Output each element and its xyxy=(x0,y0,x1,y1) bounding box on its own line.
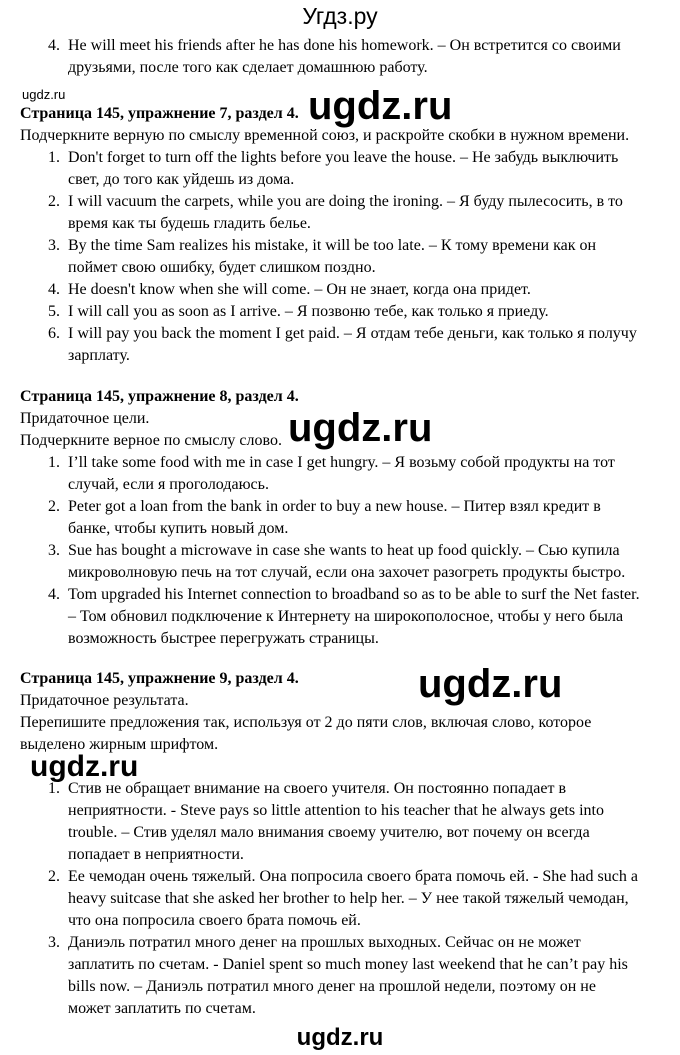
item-number: 2. xyxy=(48,498,60,515)
item-line: неприятности. - Steve pays so little attention to his teacher that he always gets into xyxy=(68,802,604,819)
watermark: ugdz.ru xyxy=(308,84,453,128)
item-line: He will meet his friends after he has done his homework. – Он встретится со своими xyxy=(68,37,621,54)
item-number: 2. xyxy=(48,868,60,885)
item-line: зарплату. xyxy=(68,347,130,364)
item-line: I will call you as soon as I arrive. – Я позвоню тебе, как только я приеду. xyxy=(68,303,549,320)
item-line: поймет свою ошибку, будет слишком поздно. xyxy=(68,259,376,276)
site-footer: ugdz.ru xyxy=(296,1024,384,1051)
item-number: 4. xyxy=(48,586,60,603)
ex9-heading: Страница 145, упражнение 9, раздел 4. xyxy=(20,670,299,687)
item-line: попадает в неприятности. xyxy=(68,846,244,863)
item-line: заплатить по счетам. - Daniel spent so much money last weekend that he can’t pay his xyxy=(68,956,628,973)
item-number: 3. xyxy=(48,237,60,254)
ex9-instruction-line: выделено жирным шрифтом. xyxy=(20,736,219,753)
item-number: 3. xyxy=(48,934,60,951)
item-line: микроволновую печь на тот случай, если она захочет разогреть продукты быстро. xyxy=(68,564,626,581)
item-line: Стив не обращает внимание на своего учителя. Он постоянно попадает в xyxy=(68,780,566,797)
item-number: 3. xyxy=(48,542,60,559)
item-line: время как ты будешь гладить белье. xyxy=(68,215,311,232)
item-line: свет, до того как уйдешь из дома. xyxy=(68,171,295,188)
item-line: Ее чемодан очень тяжелый. Она попросила своего брата помочь ей. - She had such a xyxy=(68,868,638,885)
watermark-small: ugdz.ru xyxy=(22,87,66,102)
item-line: случай, если я проголодаюсь. xyxy=(68,476,269,493)
item-line: – Том обновил подключение к Интернету на широкополосное, чтобы у него была xyxy=(68,608,624,625)
item-line: I’ll take some food with me in case I get hungry. – Я возьму собой продукты на тот xyxy=(68,454,615,471)
item-number: 1. xyxy=(48,454,60,471)
ex8-subtitle: Придаточное цели. xyxy=(20,410,150,427)
item-line: heavy suitcase that she asked her brother to help her. – У нее такой тяжелый чемодан, xyxy=(68,890,629,907)
item-number: 6. xyxy=(48,325,60,342)
item-number: 4. xyxy=(48,37,60,54)
item-line: Sue has bought a microwave in case she wants to heat up food quickly. – Сью купила xyxy=(68,542,620,559)
item-line: Даниэль потратил много денег на прошлых выходных. Сейчас он не может xyxy=(68,934,581,951)
item-line: Peter got a loan from the bank in order to buy a new house. – Питер взял кредит в xyxy=(68,498,601,515)
watermark: ugdz.ru xyxy=(418,662,563,706)
site-header: Угдз.ру xyxy=(302,3,378,29)
ex7-heading: Страница 145, упражнение 7, раздел 4. xyxy=(20,105,299,122)
item-number: 2. xyxy=(48,193,60,210)
ex9-instruction-line: Перепишите предложения так, используя от 2 до пяти слов, включая слово, которое xyxy=(20,714,592,731)
ex8-instruction: Подчеркните верное по смыслу слово. xyxy=(20,432,282,449)
item-number: 4. xyxy=(48,281,60,298)
item-line: банке, чтобы купить новый дом. xyxy=(68,520,289,537)
watermark: ugdz.ru xyxy=(30,750,139,783)
item-number: 5. xyxy=(48,303,60,320)
item-line: By the time Sam realizes his mistake, it will be too late. – К тому времени как он xyxy=(68,237,597,254)
item-line: bills now. – Даниэль потратил много денег на прошлой недели, поэтому он не xyxy=(68,978,596,995)
ex7-instruction: Подчеркните верную по смыслу временной союз, и раскройте скобки в нужном времени. xyxy=(20,127,630,144)
item-line: trouble. – Стив уделял мало внимания своему учителю, вот почему он всегда xyxy=(68,824,590,841)
item-number: 1. xyxy=(48,149,60,166)
item-number: 1. xyxy=(48,780,60,797)
item-line: Don't forget to turn off the lights before you leave the house. – Не забудь выключить xyxy=(68,149,619,166)
item-line: друзьями, после того как сделает домашнюю работу. xyxy=(68,59,428,76)
item-line: I will pay you back the moment I get paid. – Я отдам тебе деньги, как только я получу xyxy=(68,325,637,342)
item-line: Tom upgraded his Internet connection to broadband so as to be able to surf the Net faster. xyxy=(68,586,640,603)
item-line: что она попросила своего брата помочь ей. xyxy=(68,912,361,929)
item-line: I will vacuum the carpets, while you are doing the ironing. – Я буду пылесосить, в то xyxy=(68,193,623,210)
ex9-subtitle: Придаточное результата. xyxy=(20,692,189,709)
item-line: He doesn't know when she will come. – Он не знает, когда она придет. xyxy=(68,281,531,298)
item-line: возможность быстрее перегружать страницы. xyxy=(68,630,379,647)
item-line: может заплатить по счетам. xyxy=(68,1000,256,1017)
watermark: ugdz.ru xyxy=(288,406,433,450)
ex8-heading: Страница 145, упражнение 8, раздел 4. xyxy=(20,388,299,405)
